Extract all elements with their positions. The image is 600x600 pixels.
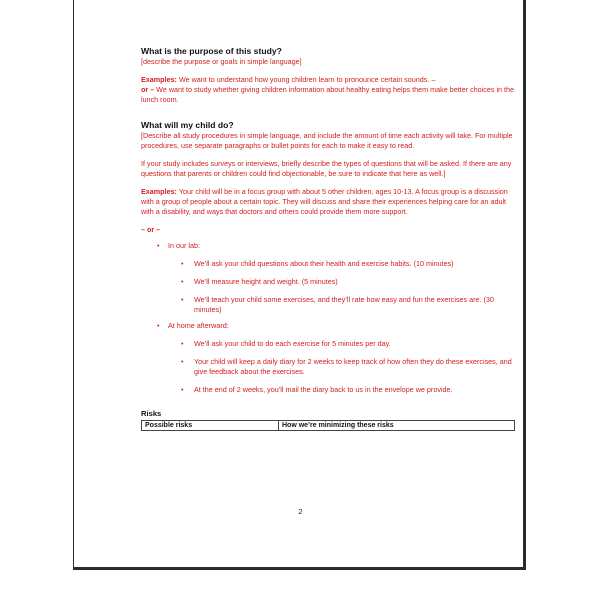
list-item-text: We’ll ask your child to do each exercise for 5 minutes per day. (194, 339, 391, 348)
purpose-or-label: or – (141, 85, 155, 94)
procedure-list (141, 241, 515, 395)
or-divider-text: – or – (141, 225, 161, 234)
bullet-icon: • (157, 241, 160, 250)
bullet-icon: • (157, 321, 160, 330)
risks-col-possible: Possible risks (142, 421, 279, 431)
page-content (141, 46, 515, 431)
list-item (141, 295, 515, 315)
list-item-text: At the end of 2 weeks, you’ll mail the diary back to us in the envelope we provide. (194, 385, 453, 394)
procedures-heading: What will my child do? (141, 120, 234, 130)
list-item-text: We’ll ask your child questions about their health and exercise habits. (10 minutes) (194, 259, 454, 268)
document-page (73, 0, 526, 570)
purpose-examples-text: We want to understand how young children learn to pronounce certain sounds. – (176, 75, 436, 84)
table-row (142, 421, 515, 431)
purpose-heading: What is the purpose of this study? (141, 46, 282, 56)
bullet-icon: • (181, 259, 184, 268)
purpose-examples-label: Examples: (141, 75, 177, 84)
list-item (141, 277, 515, 287)
list-item-group-lab (141, 241, 515, 251)
risks-heading: Risks (141, 409, 162, 418)
purpose-instruction: [describe the purpose or goals in simple language] (141, 57, 302, 66)
or-divider (141, 225, 515, 235)
list-item (141, 339, 515, 349)
bullet-icon: • (181, 295, 184, 304)
purpose-examples (141, 75, 515, 105)
procedures-instruction-1: [Describe all study procedures in simple language, and include the amount of time each activity will take. For multiple procedures, use separate paragraphs or bullet points for each to make it easy to read. (141, 131, 513, 150)
procedures-instruction-2: If your study includes surveys or interviews, briefly describe the types of questions that will be asked. If there are any questions that parents or children could find objectionable, be sure to indicate that here as well.] (141, 159, 512, 178)
list-item-text: We’ll teach your child some exercises, and they’ll rate how easy and fun the exercises are. (30 minutes) (194, 295, 494, 314)
group-label: At home afterward: (168, 321, 229, 330)
list-item (141, 385, 515, 395)
bullet-icon: • (181, 357, 184, 366)
bullet-icon: • (181, 385, 184, 394)
procedures-examples-text: Your child will be in a focus group with about 5 other children, ages 10-13. A focus group is a discussion with a group of people about a certain topic. They will discuss and share their experiences helping care for an adult with a disability, and ways that doctors and others could provide them more support. (141, 187, 508, 216)
risks-table (141, 420, 515, 431)
procedures-examples (141, 187, 515, 217)
bullet-icon: • (181, 339, 184, 348)
page-number: 2 (298, 507, 303, 516)
list-item-text: We’ll measure height and weight. (5 minutes) (194, 277, 338, 286)
bullet-icon: • (181, 277, 184, 286)
risks-col-minimizing: How we’re minimizing these risks (279, 421, 515, 431)
list-item-text: Your child will keep a daily diary for 2 weeks to keep track of how often they do these exercises, and give feedback about the exercises. (194, 357, 512, 376)
list-item (141, 357, 515, 377)
list-item (141, 259, 515, 269)
procedures-examples-label: Examples: (141, 187, 177, 196)
group-label: In our lab: (168, 241, 200, 250)
purpose-examples-text-2: We want to study whether giving children information about healthy eating helps them make better choices in the lunch room. (141, 85, 515, 104)
list-item-group-home (141, 321, 515, 331)
